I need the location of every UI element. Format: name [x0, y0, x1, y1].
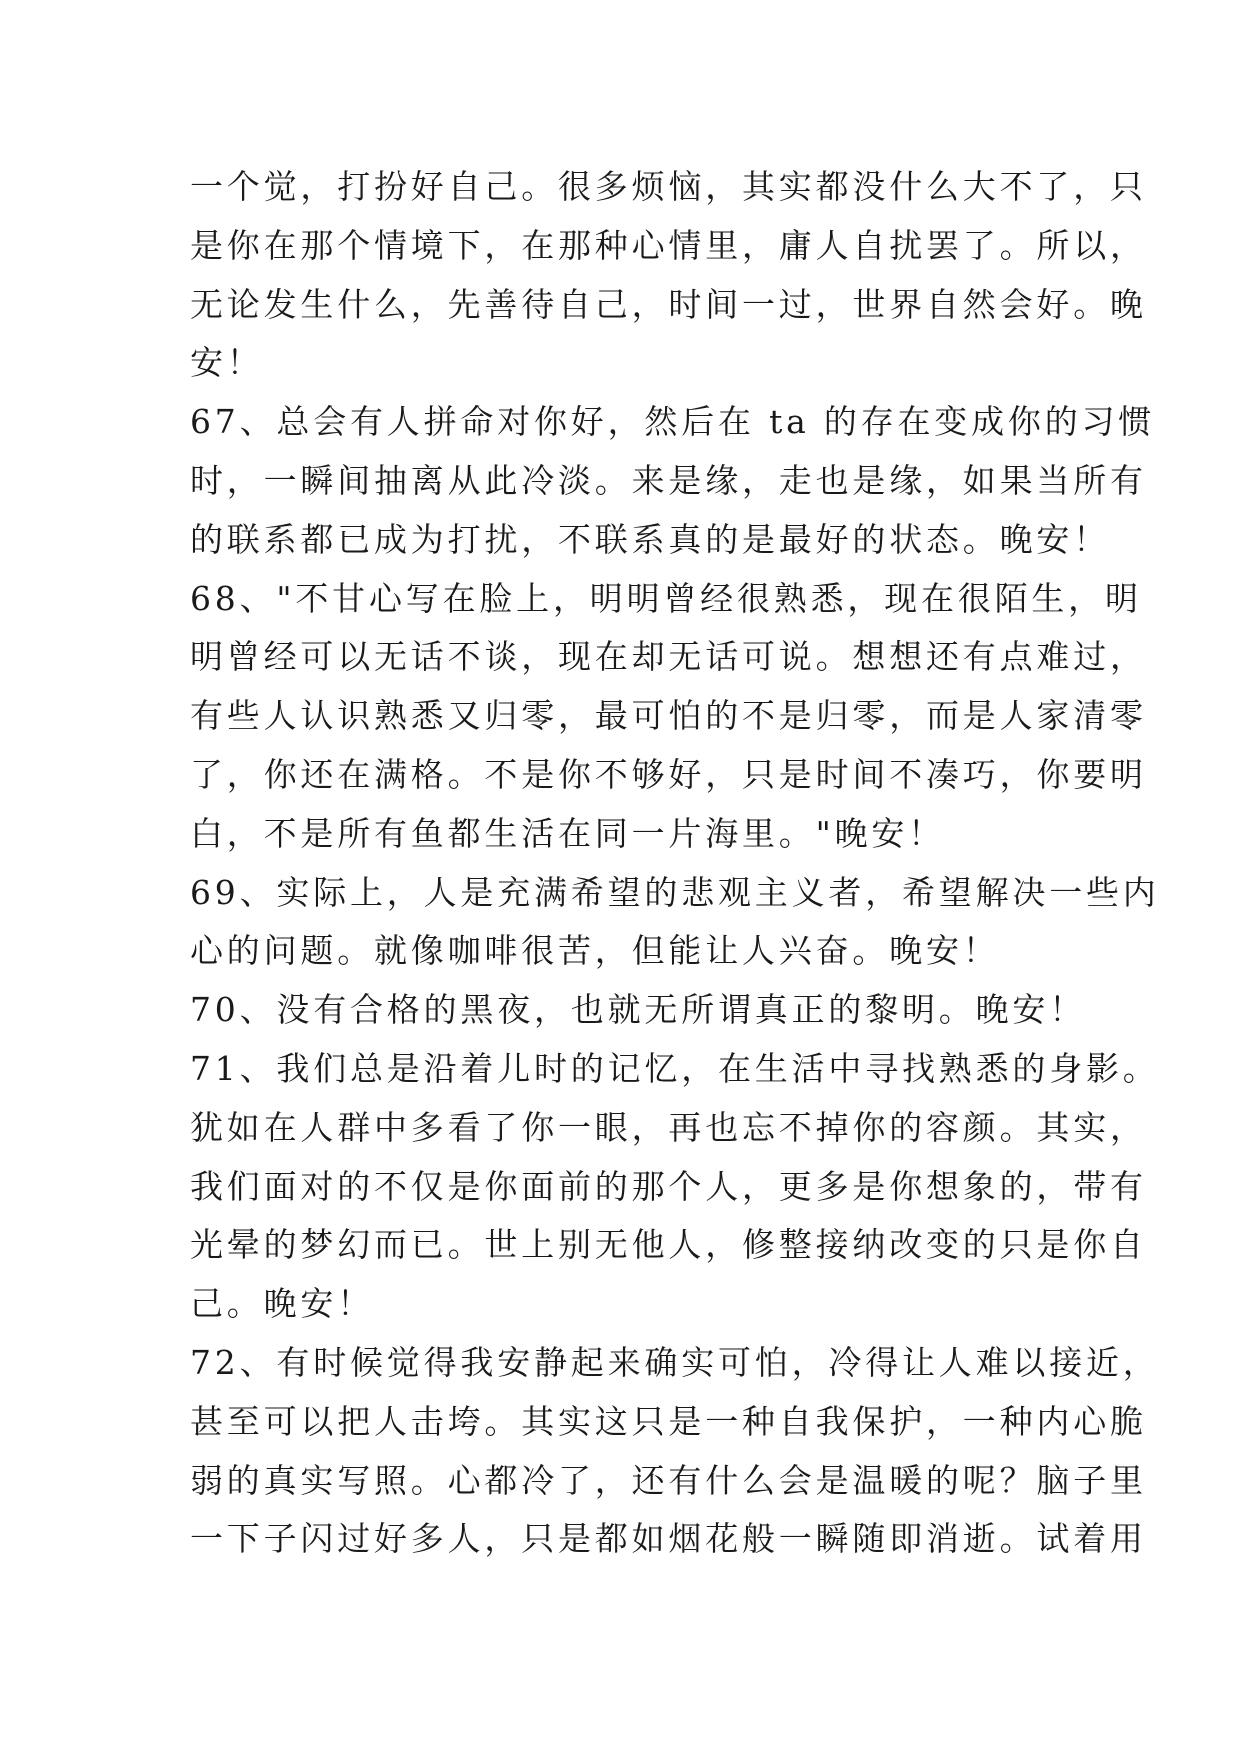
text-line: 69、实际上，人是充满希望的悲观主义者，希望解决一些内 — [190, 872, 1160, 912]
text-line: 弱的真实写照。心都冷了，还有什么会是温暖的呢？脑子里 — [190, 1460, 1147, 1500]
text-line: 白，不是所有鱼都生活在同一片海里。"晚安！ — [190, 813, 945, 853]
text-line: 68、"不甘心写在脸上，明明曾经很熟悉，现在很陌生，明 — [190, 578, 1142, 618]
text-line: 己。晚安！ — [190, 1284, 374, 1324]
text-line: 甚至可以把人击垮。其实这只是一种自我保护，一种内心脆 — [190, 1401, 1147, 1441]
text-line: 的联系都已成为打扰，不联系真的是最好的状态。晚安！ — [190, 519, 1110, 559]
text-line: 明曾经可以无话不谈，现在却无话可说。想想还有点难过， — [190, 637, 1147, 677]
body-text — [190, 158, 1160, 1569]
text-line: 有些人认识熟悉又归零，最可怕的不是归零，而是人家清零 — [190, 696, 1147, 736]
text-line: 72、有时候觉得我安静起来确实可怕，冷得让人难以接近， — [190, 1342, 1160, 1382]
text-line: 犹如在人群中多看了你一眼，再也忘不掉你的容颜。其实， — [190, 1107, 1147, 1147]
text-line: 时，一瞬间抽离从此冷淡。来是缘，走也是缘，如果当所有 — [190, 460, 1147, 500]
text-line: 心的问题。就像咖啡很苦，但能让人兴奋。晚安！ — [190, 931, 1000, 971]
text-line: 一个觉，打扮好自己。很多烦恼，其实都没什么大不了，只 — [190, 167, 1147, 206]
text-line: 67、总会有人拼命对你好，然后在 ta 的存在变成你的习惯 — [190, 402, 1156, 442]
text-line: 无论发生什么，先善待自己，时间一过，世界自然会好。晚 — [190, 284, 1147, 324]
text-line: 我们面对的不仅是你面前的那个人，更多是你想象的，带有 — [190, 1166, 1147, 1206]
text-line: 光晕的梦幻而已。世上别无他人，修整接纳改变的只是你自 — [190, 1225, 1147, 1265]
text-line: 一下子闪过好多人，只是都如烟花般一瞬随即消逝。试着用 — [190, 1519, 1147, 1559]
text-line: 安！ — [190, 343, 264, 383]
text-line: 了，你还在满格。不是你不够好，只是时间不凑巧，你要明 — [190, 754, 1147, 794]
text-line: 70、没有合格的黑夜，也就无所谓真正的黎明。晚安！ — [190, 990, 1086, 1030]
text-line: 71、我们总是沿着儿时的记忆，在生活中寻找熟悉的身影。 — [190, 1048, 1160, 1088]
text-line: 是你在那个情境下，在那种心情里，庸人自扰罢了。所以， — [190, 225, 1147, 265]
